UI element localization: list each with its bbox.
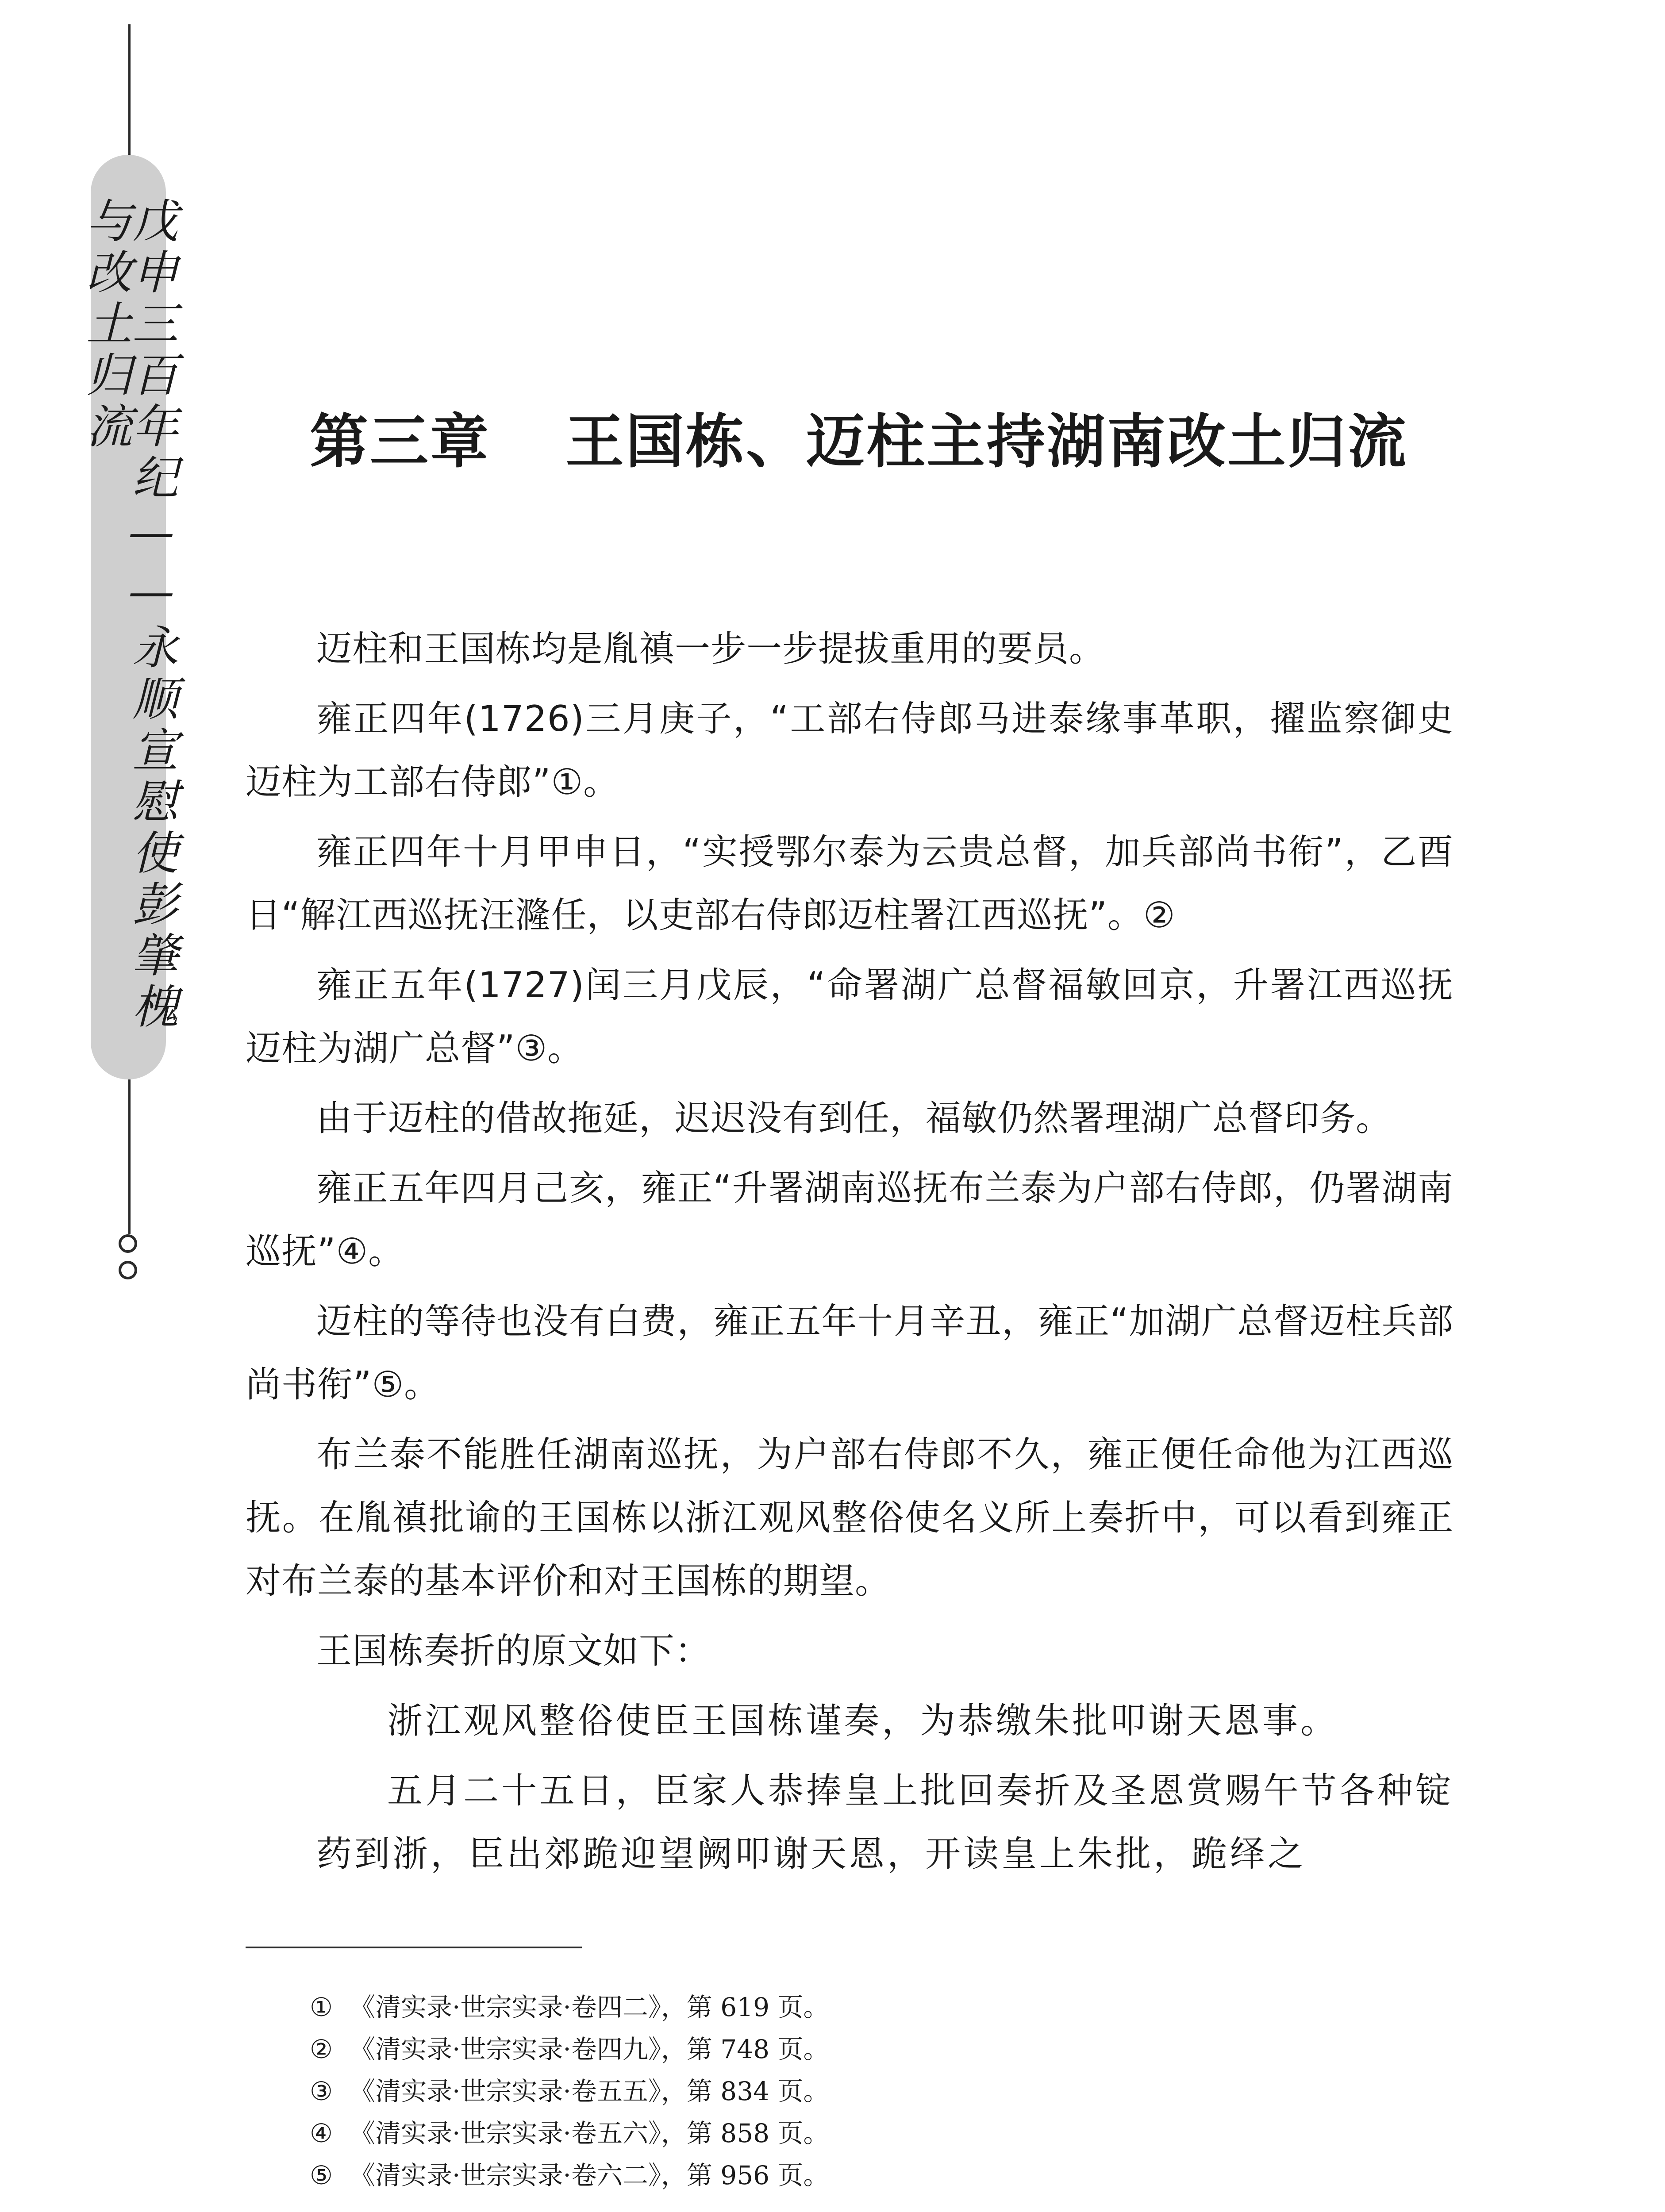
ring-ornament-icon bbox=[119, 1261, 137, 1279]
footnote-number: ⑤ bbox=[310, 2160, 333, 2190]
footnote bbox=[310, 2070, 1460, 2112]
paragraph: 雍正四年(1726)三月庚子，“工部右侍郎马进泰缘事革职，擢监察御史迈柱为工部右侍郎”①。 bbox=[246, 698, 1454, 803]
footnote-text: 《清实录·世宗实录·卷四二》，第 619 页。 bbox=[350, 1992, 829, 2022]
quote-paragraph: 浙江观风整俗使臣王国栋谨奏，为恭缴朱批叩谢天恩事。 bbox=[387, 1700, 1338, 1741]
footnote-text: 《清实录·世宗实录·卷五六》，第 858 页。 bbox=[350, 2118, 829, 2148]
margin-line-top bbox=[128, 24, 131, 155]
footnote-number: ④ bbox=[310, 2118, 333, 2148]
footnote bbox=[310, 2154, 1460, 2197]
series-title: 戊申三百年纪——永顺宣慰使彭肇槐与改土归流 bbox=[78, 197, 178, 1034]
paragraph: 雍正五年(1727)闰三月戊辰，“命署湖广总督福敏回京，升署江西巡抚迈柱为湖广总督”③。 bbox=[246, 964, 1454, 1069]
footnote-text: 《清实录·世宗实录·卷六二》，第 956 页。 bbox=[350, 2160, 829, 2190]
paragraph: 布兰泰不能胜任湖南巡抚，为户部右侍郎不久，雍正便任命他为江西巡抚。在胤禛批谕的王国栋以浙江观风整俗使名义所上奏折中，可以看到雍正对布兰泰的基本评价和对王国栋的期望。 bbox=[246, 1434, 1454, 1601]
paragraph: 迈柱的等待也没有白费，雍正五年十月辛丑，雍正“加湖广总督迈柱兵部尚书衔”⑤。 bbox=[246, 1301, 1454, 1405]
footnote-number: ① bbox=[310, 1992, 333, 2022]
footnote-number: ② bbox=[310, 2034, 333, 2064]
margin-line-bottom bbox=[128, 1079, 131, 1234]
chapter-title bbox=[310, 407, 1549, 477]
footnote-rule bbox=[246, 1947, 582, 1948]
quote-paragraph: 五月二十五日，臣家人恭捧皇上批回奏折及圣恩赏赐午节各种锭药到浙，臣出郊跪迎望阙叩谢天恩，开读皇上朱批，跪绎之 bbox=[316, 1770, 1454, 1874]
series-title-tab bbox=[78, 155, 178, 1079]
paragraph: 迈柱和王国栋均是胤禛一步一步提拔重用的要员。 bbox=[316, 628, 1105, 669]
footnotes bbox=[310, 1986, 1460, 2197]
footnote-text: 《清实录·世宗实录·卷五五》，第 834 页。 bbox=[350, 2076, 829, 2106]
chapter-heading: 王国栋、迈柱主持湖南改土归流 bbox=[565, 408, 1408, 476]
footnote bbox=[310, 2112, 1460, 2154]
ring-ornament-icon bbox=[119, 1234, 137, 1253]
paragraph: 由于迈柱的借故拖延，迟迟没有到任，福敏仍然署理湖广总督印务。 bbox=[316, 1098, 1392, 1139]
footnote bbox=[310, 2028, 1460, 2070]
paragraph: 雍正五年四月己亥，雍正“升署湖南巡抚布兰泰为户部右侍郎，仍署湖南巡抚”④。 bbox=[246, 1167, 1454, 1272]
footnote-text: 《清实录·世宗实录·卷四九》，第 748 页。 bbox=[350, 2034, 829, 2064]
footnote bbox=[310, 1986, 1460, 2028]
paragraph: 王国栋奏折的原文如下： bbox=[316, 1630, 711, 1671]
body-text bbox=[246, 617, 1454, 1886]
paragraph: 雍正四年十月甲申日，“实授鄂尔泰为云贵总督，加兵部尚书衔”，乙酉日“解江西巡抚汪漋任，以吏部右侍郎迈柱署江西巡抚”。② bbox=[246, 831, 1454, 936]
chapter-number: 第三章 bbox=[310, 408, 490, 476]
footnote-number: ③ bbox=[310, 2076, 333, 2106]
